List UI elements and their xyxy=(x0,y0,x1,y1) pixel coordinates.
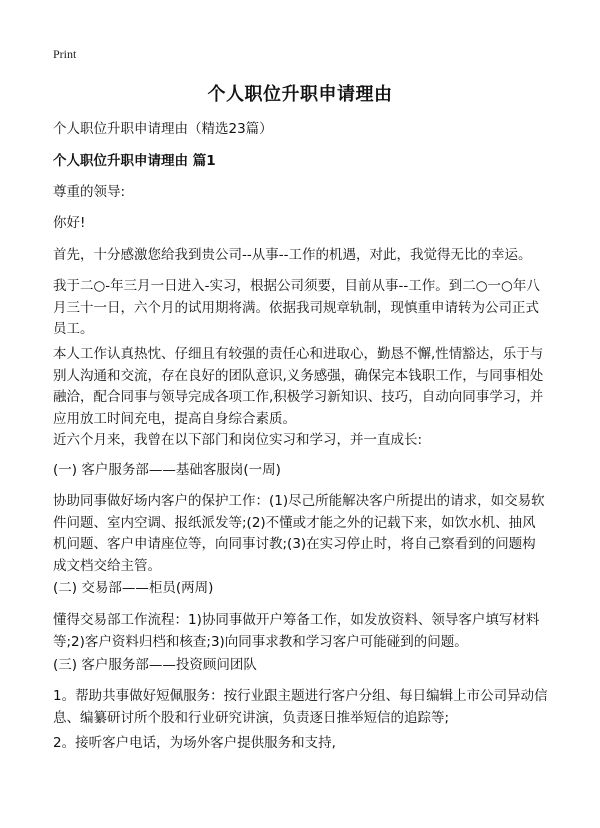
salutation: 尊重的领导: xyxy=(53,184,126,200)
section-subheading: (一) 客户服务部——基础客服岗(一周) xyxy=(53,462,281,478)
body-paragraph: 1。帮助共事做好短佩服务：按行业跟主题进行客户分组、每日编辑上市公司异动信息、编纂研讨所个股和行业研究讲演，负责逐日推举短信的追踪等; xyxy=(53,688,548,726)
body-paragraph: 2。接听客户电话，为场外客户提供服务和支持, xyxy=(53,735,336,751)
print-link[interactable]: Print xyxy=(53,47,77,61)
body-paragraph: 本人工作认真热忱、仔细且有较强的责任心和进取心，勤恳不懈,性情豁达，乐于与别人沟通和交流，存在良好的团队意识,义务感强，确保完本钱职工作，与同事相处融洽，配合同事与领导完成各项工作,积极学习新知识、技巧，自动向同事学习，并应用放工时间充电，提高自身综合素质。 xyxy=(53,346,544,427)
section-subheading: (二) 交易部——柜员(两周) xyxy=(53,580,214,596)
greeting: 你好! xyxy=(53,215,86,231)
section-heading: 个人职位升职申请理由 篇1 xyxy=(53,153,216,169)
body-paragraph: 协助同事做好场内客户的保护工作：(1)尽己所能解决客户所提出的请求，如交易软件问题、室内空调、报纸派发等;(2)不懂或才能之外的记载下来，如饮水机、抽风机问题、客户申请座位等，向同事讨教;(3)在实习停止时，将自己察看到的问题构成文档交给主管。 xyxy=(53,493,545,574)
body-paragraph: 懂得交易部工作流程：1)协同事做开户筹备工作，如发放资料、领导客户填写材料等;2)客户资料归档和核查;3)向同事求教和学习客户可能碰到的问题。 xyxy=(53,612,540,650)
document-title: 个人职位升职申请理由 xyxy=(207,84,393,105)
body-paragraph: 近六个月来，我曾在以下部门和岗位实习和学习，并一直成长: xyxy=(53,432,423,448)
document-subtitle: 个人职位升职申请理由（精选23篇） xyxy=(53,121,273,137)
body-paragraph: 我于二○-年三月一日进入-实习，根据公司须要，目前从事--工作。到二○一○年八月三十一日，六个月的试用期将满。依据我司规章轨制，现慎重申请转为公司正式员工。 xyxy=(53,278,540,337)
section-subheading: (三) 客户服务部——投资顾问团队 xyxy=(53,657,257,673)
body-paragraph: 首先，十分感激您给我到贵公司--从事--工作的机遇，对此，我觉得无比的幸运。 xyxy=(53,247,532,263)
